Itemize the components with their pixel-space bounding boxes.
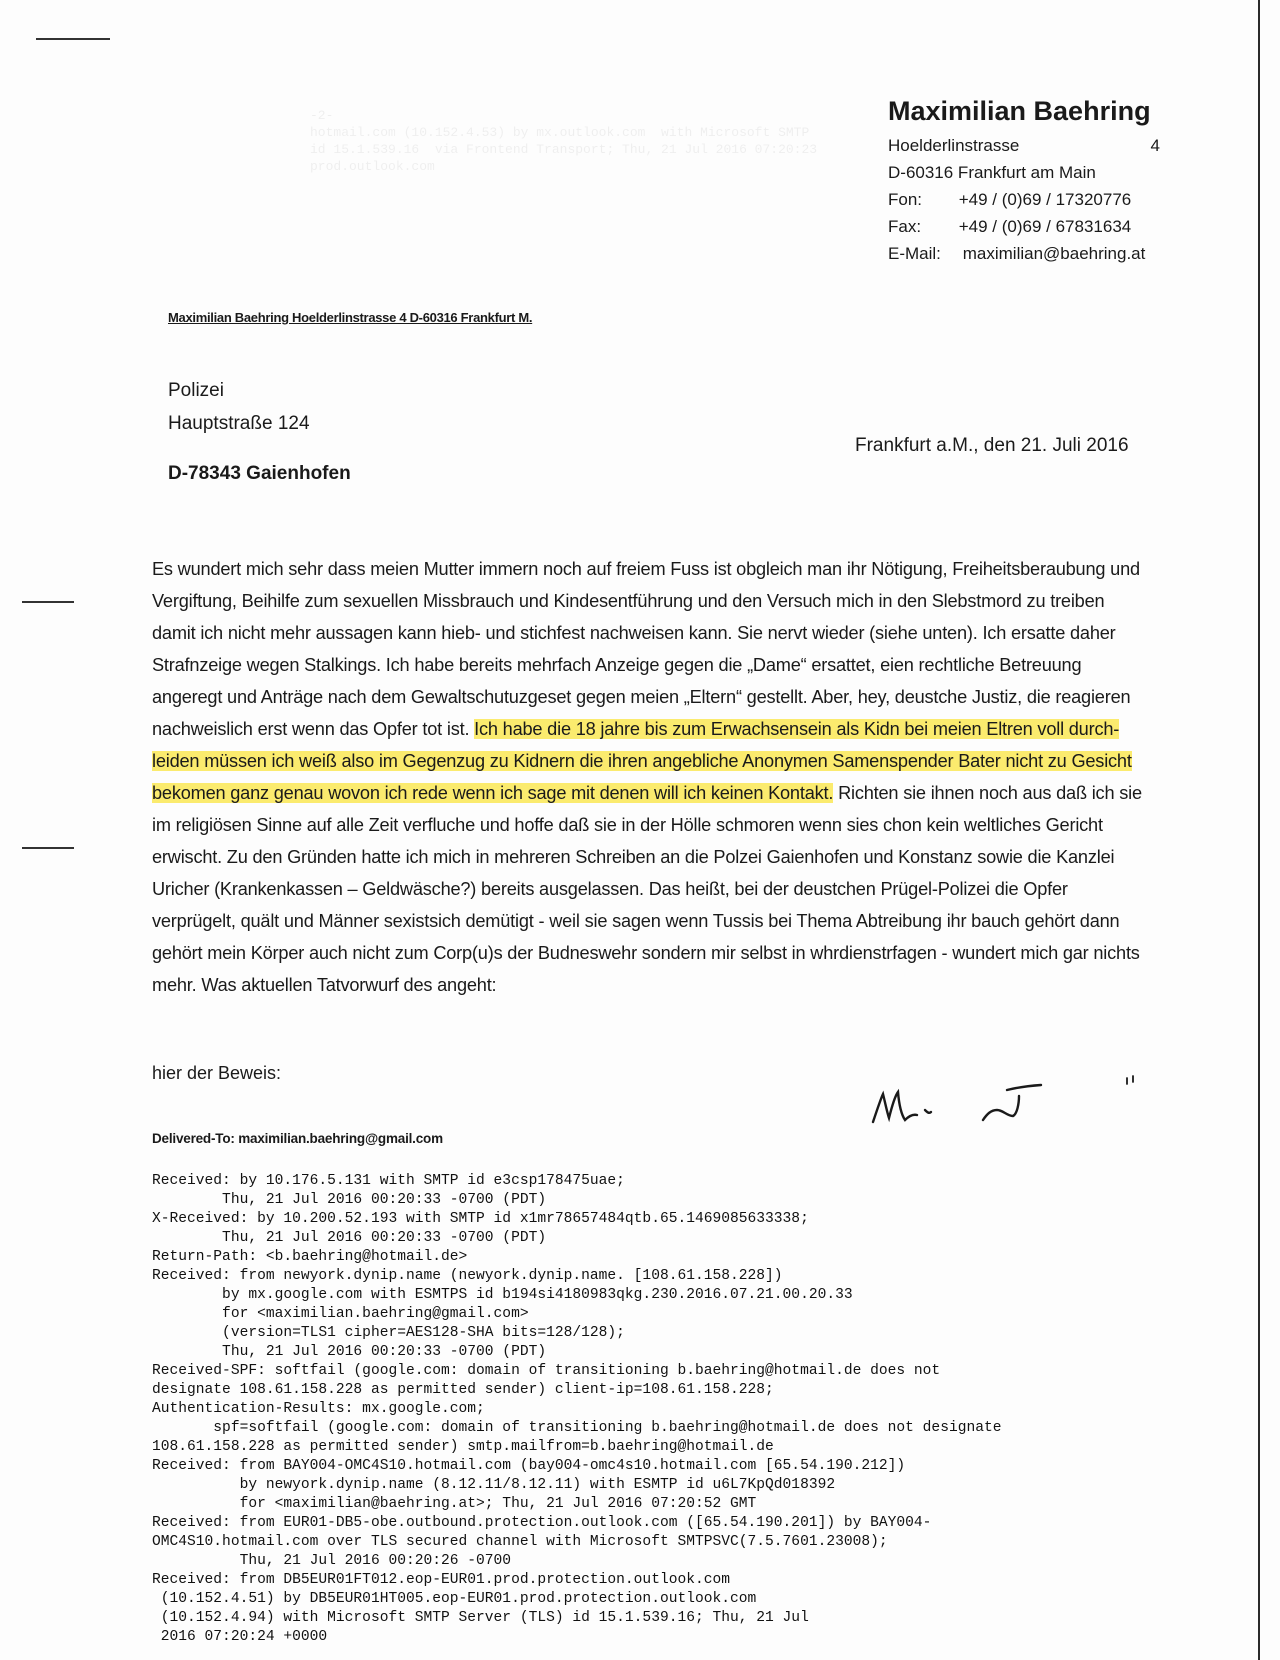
email-header-line: (10.152.4.94) with Microsoft SMTP Server (TLS) id 15.1.539.16; Thu, 21 Jul <box>160 1610 809 1626</box>
sender-house-number: 4 <box>1150 136 1160 155</box>
email-header-line: Thu, 21 Jul 2016 00:20:26 -0700 <box>239 1553 512 1569</box>
email-header-line: by mx.google.com with ESMTPS id b194si4180983qkg.230.2016.07.21.00.20.33 <box>222 1287 853 1303</box>
sender-fax: +49 / (0)69 / 67831634 <box>958 217 1132 236</box>
corner-mark <box>36 38 110 40</box>
sender-city: D-60316 Frankfurt am Main <box>888 163 1096 182</box>
scan-edge-line <box>1258 0 1260 1660</box>
fax-label: Fax: <box>888 217 922 236</box>
email-header-line: Received: by 10.176.5.131 with SMTP id e3csp178475uae; <box>152 1173 625 1189</box>
recipient-line-1: Polizei <box>168 380 224 401</box>
sender-email-row <box>888 240 1160 267</box>
email-header-line: Received-SPF: softfail (google.com: domain of transitioning b.baehring@hotmail.de does not <box>152 1363 941 1379</box>
email-header-block <box>152 1172 1162 1647</box>
email-header-line: OMC4S10.hotmail.com over TLS secured channel with Microsoft SMTPSVC(7.5.7601.23008); <box>152 1534 888 1550</box>
email-header-line: X-Received: by 10.200.52.193 with SMTP id x1mr78657484qtb.65.1469085633338; <box>152 1211 809 1227</box>
highlighted-passage: Ich habe die 18 jahre bis zum Erwachsensein als Kidn bei meien Eltren voll durch-leiden müssen ich weiß also im Gegenzug zu Kidnern die ihren angebliche Anonymen Samenspender Bater nicht zu Gesicht bekomen ganz genau wovon ich rede wenn ich sage mit denen will ich keinen Kontakt. <box>152 719 1132 803</box>
email-header-line: Thu, 21 Jul 2016 00:20:33 -0700 (PDT) <box>222 1230 547 1246</box>
body-paragraph-start: Es wundert mich sehr dass meien Mutter immern noch auf freiem Fuss ist obgleich man ihr Nötigung, Freiheitsberaubung und Vergiftung, Beihilfe zum sexuellen Missbrauch und Kindesentführung und den Versuch mich in den Slebstmord zu treiben damit ich nicht mehr aussagen kann hieb- und stichfest nachweisen kann. Sie nervt wieder (siehe unten). Ich ersatte daher Strafnzeige wegen Stalkings. Ich habe bereits mehrfach Anzeige gegen die „Dame“ ersattet, eien rechtliche Betreuung angeregt und Anträge nach dem Gewaltschutuzgeset gegen meien „Eltern“ gestellt. Aber, hey, deustche Justiz, die reagieren nachweislich erst wenn das Opfer tot ist. <box>152 559 1140 739</box>
email-header-line: (10.152.4.51) by DB5EUR01HT005.eop-EUR01.prod.protection.outlook.com <box>160 1591 757 1607</box>
phone-label: Fon: <box>888 190 923 209</box>
email-header-line: 108.61.158.228 as permitted sender) smtp.mailfrom=b.baehring@hotmail.de <box>152 1439 774 1455</box>
email-header-line: for <maximilian.baehring@gmail.com> <box>222 1306 529 1322</box>
email-header-line: Authentication-Results: mx.google.com; <box>152 1401 485 1417</box>
email-header-line: Received: from BAY004-OMC4S10.hotmail.com (bay004-omc4s10.hotmail.com [65.54.190.212]) <box>152 1458 906 1474</box>
fold-mark-upper <box>22 601 74 603</box>
email-label: E-Mail: <box>888 244 941 263</box>
handwritten-signature <box>865 1070 1145 1130</box>
sender-name: Maximilian Baehring <box>888 96 1151 126</box>
email-header-line: for <maximilian@baehring.at>; Thu, 21 Jul 2016 07:20:52 GMT <box>239 1496 757 1512</box>
body-paragraph-end: Richten sie ihnen noch aus daß ich sie im religiösen Sinne auf alle Zeit verfluche und hoffe daß sie in der Hölle schmoren wenn sies chon kein weltliches Gericht erwischt. Zu den Gründen hatte ich mich in mehreren Schreiben an die Polzei Gaienhofen und Konstanz sowie die Kanzlei Uricher (Krankenkassen – Geldwäsche?) bereits ausgelassen. Das heißt, bei der deustchen Prügel-Polizei die Opfer verprügelt, quält und Männer sexistsich demütigt - weil sie sagen wenn Tussis bei Thema Abtreibung ihr bauch gehört dann gehört mein Körper auch nicht zum Corp(u)s der Budneswehr sondern mir selbst in whrdienstrfagen - wundert mich gar nichts mehr. Was aktuellen Tatvorwurf des angeht: <box>152 783 1142 995</box>
fold-mark-lower <box>22 847 74 849</box>
proof-intro-line: hier der Beweis: <box>152 1063 282 1083</box>
sender-phone: +49 / (0)69 / 17320776 <box>958 190 1132 209</box>
email-header-line: Received: from DB5EUR01FT012.eop-EUR01.prod.protection.outlook.com <box>152 1572 731 1588</box>
email-header-line: Thu, 21 Jul 2016 00:20:33 -0700 (PDT) <box>222 1344 547 1360</box>
sender-fax-row <box>888 213 1160 240</box>
delivered-to-header: Delivered-To: maximilian.baehring@gmail.com <box>152 1131 443 1146</box>
sender-address-block <box>888 92 1160 267</box>
bleed-through-text: -2- hotmail.com (10.152.4.53) by mx.outlook.com with Microsoft SMTP id 15.1.539.16 via Frontend Transport; Thu, 21 Jul 2016 07:20:23 prod.outlook.com <box>310 108 818 174</box>
place-date-line: Frankfurt a.M., den 21. Juli 2016 <box>855 435 1129 456</box>
sender-street: Hoelderlinstrasse <box>888 136 1020 155</box>
email-header-line: Received: from newyork.dynip.name (newyork.dynip.name. [108.61.158.228]) <box>152 1268 783 1284</box>
recipient-address-block <box>168 374 351 490</box>
email-header-line: Received: from EUR01-DB5-obe.outbound.protection.outlook.com ([65.54.190.201]) by BAY004- <box>152 1515 932 1531</box>
email-header-line: spf=softfail (google.com: domain of transitioning b.baehring@hotmail.de does not designate <box>213 1420 1002 1436</box>
recipient-line-2: Hauptstraße 124 <box>168 413 310 434</box>
sender-phone-row <box>888 186 1160 213</box>
sender-street-row <box>888 132 1160 159</box>
email-header-line: (version=TLS1 cipher=AES128-SHA bits=128/128); <box>222 1325 625 1341</box>
recipient-city: D-78343 Gaienhofen <box>168 463 351 484</box>
email-header-line: Return-Path: <b.baehring@hotmail.de> <box>152 1249 468 1265</box>
email-header-line: 2016 07:20:24 +0000 <box>160 1629 328 1645</box>
email-header-line: designate 108.61.158.228 as permitted sender) client-ip=108.61.158.228; <box>152 1382 774 1398</box>
letter-body <box>152 553 1152 1001</box>
email-header-line: by newyork.dynip.name (8.12.11/8.12.11) with ESMTP id u6L7KpQd018392 <box>239 1477 836 1493</box>
sender-email: maximilian@baehring.at <box>962 244 1146 263</box>
return-address-line: Maximilian Baehring Hoelderlinstrasse 4 D-60316 Frankfurt M. <box>168 310 533 325</box>
email-header-line: Thu, 21 Jul 2016 00:20:33 -0700 (PDT) <box>222 1192 547 1208</box>
